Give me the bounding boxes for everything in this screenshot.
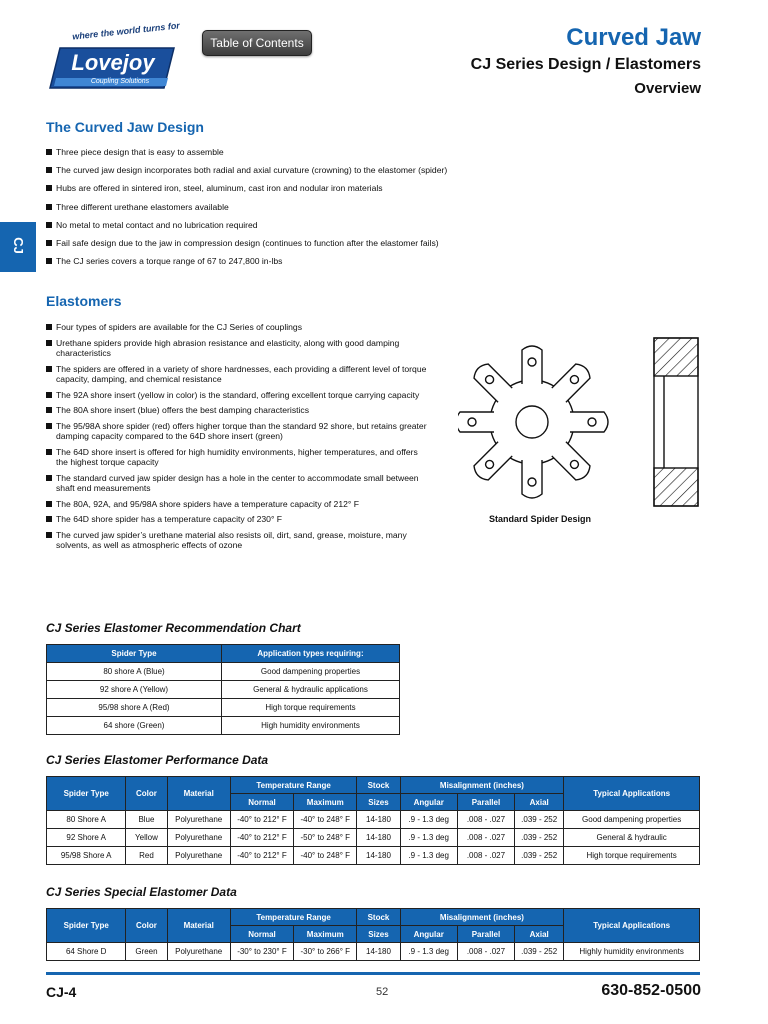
col-material: Material	[167, 777, 230, 811]
table-cell: 80 shore A (Blue)	[47, 663, 222, 681]
col-spider-type: Spider Type	[47, 645, 222, 663]
col-axial: Axial	[515, 794, 564, 811]
table-row	[47, 663, 400, 681]
spider-jaw	[570, 412, 608, 432]
col-spider-type: Spider Type	[47, 909, 126, 943]
col-applications: Typical Applications	[564, 777, 700, 811]
section-heading-design: The Curved Jaw Design	[46, 119, 204, 135]
table-cell: General & hydraulic applications	[222, 681, 400, 699]
table-cell: Red	[126, 847, 167, 865]
design-bullet-list	[46, 147, 686, 274]
list-item: The CJ series covers a torque range of 67 to 247,800 in-lbs	[46, 256, 686, 267]
table-of-contents-button[interactable]: Table of Contents	[202, 30, 312, 56]
table-cell: -30° to 230° F	[230, 943, 293, 961]
col-angular: Angular	[400, 926, 457, 943]
table-cell: -40° to 212° F	[230, 811, 293, 829]
col-normal: Normal	[230, 794, 293, 811]
performance-table	[46, 776, 700, 865]
perf-chart-heading: CJ Series Elastomer Performance Data	[46, 753, 269, 767]
list-item: The 80A, 92A, and 95/98A shore spiders have a temperature capacity of 212° F	[46, 499, 431, 510]
spider-jaw	[458, 412, 494, 432]
special-table	[46, 908, 700, 961]
page-subtitle-overview: Overview	[634, 80, 701, 97]
col-normal: Normal	[230, 926, 293, 943]
table-cell: Polyurethane	[167, 847, 230, 865]
footer-rule	[46, 972, 700, 975]
col-color: Color	[126, 777, 167, 811]
list-item: The 64D shore spider has a temperature capacity of 230° F	[46, 514, 431, 525]
page-title: Curved Jaw	[566, 24, 701, 51]
table-row	[47, 811, 700, 829]
section-heading-elastomers: Elastomers	[46, 293, 122, 309]
elastomer-bullet-list	[46, 322, 431, 556]
list-item: The 95/98A shore spider (red) offers higher torque than the standard 92 shore, but retains greater damping capacity compared to the 64D shore insert (green)	[46, 421, 431, 442]
section-side-tab[interactable]	[0, 222, 36, 272]
list-item: No metal to metal contact and no lubrication required	[46, 220, 686, 231]
col-misalignment: Misalignment (inches)	[400, 777, 564, 794]
table-cell: High torque requirements	[222, 699, 400, 717]
table-row	[47, 847, 700, 865]
table-cell: Polyurethane	[167, 811, 230, 829]
special-chart-heading: CJ Series Special Elastomer Data	[46, 885, 237, 899]
figure-caption: Standard Spider Design	[489, 514, 592, 524]
table-cell: Good dampening properties	[222, 663, 400, 681]
table-cell: General & hydraulic	[564, 829, 700, 847]
table-cell: High humidity environments	[222, 717, 400, 735]
col-axial: Axial	[515, 926, 564, 943]
list-item: The curved jaw design incorporates both radial and axial curvature (crowning) to the elastomer (spider)	[46, 165, 686, 176]
table-cell: 80 Shore A	[47, 811, 126, 829]
spider-design-drawing	[458, 334, 708, 510]
table-cell: 14-180	[357, 847, 400, 865]
list-item: The 80A shore insert (blue) offers the best damping characteristics	[46, 405, 431, 416]
table-cell: 95/98 Shore A	[47, 847, 126, 865]
table-cell: Green	[126, 943, 167, 961]
table-cell: -40° to 212° F	[230, 847, 293, 865]
table-cell: 95/98 shore A (Red)	[47, 699, 222, 717]
table-cell: .008 - .027	[457, 847, 514, 865]
table-cell: .039 - 252	[515, 811, 564, 829]
table-header-row	[47, 777, 700, 794]
table-row	[47, 943, 700, 961]
list-item: The curved jaw spider’s urethane material also resists oil, dirt, sand, grease, moisture, many solvents, as well as atmospheric effects of ozone	[46, 530, 431, 551]
table-cell: .9 - 1.3 deg	[400, 847, 457, 865]
table-cell: 64 shore (Green)	[47, 717, 222, 735]
table-cell: 64 Shore D	[47, 943, 126, 961]
table-cell: Yellow	[126, 829, 167, 847]
list-item: Four types of spiders are available for the CJ Series of couplings	[46, 322, 431, 333]
table-cell: 14-180	[357, 811, 400, 829]
table-row	[47, 681, 400, 699]
table-cell: Good dampening properties	[564, 811, 700, 829]
col-stock: Stock	[357, 777, 400, 794]
footer-page-number: 52	[376, 986, 389, 998]
table-cell: .039 - 252	[515, 943, 564, 961]
list-item: The 92A shore insert (yellow in color) is the standard, offering excellent torque carrying capacity	[46, 390, 431, 401]
col-temp-range: Temperature Range	[230, 909, 357, 926]
table-cell: High torque requirements	[564, 847, 700, 865]
table-cell: -40° to 248° F	[294, 847, 357, 865]
col-maximum: Maximum	[294, 794, 357, 811]
table-cell: Highly humidity environments	[564, 943, 700, 961]
table-cell: .008 - .027	[457, 811, 514, 829]
table-cell: .039 - 252	[515, 847, 564, 865]
list-item: The 64D shore insert is offered for high humidity environments, higher temperatures, and offers the highest torque capacity	[46, 447, 431, 468]
list-item: Three different urethane elastomers available	[46, 202, 686, 213]
rec-chart-heading: CJ Series Elastomer Recommendation Chart	[46, 621, 301, 635]
table-cell: .9 - 1.3 deg	[400, 811, 457, 829]
table-cell: 14-180	[357, 829, 400, 847]
spider-side-view	[654, 338, 698, 506]
col-temp-range: Temperature Range	[230, 777, 357, 794]
table-row	[47, 717, 400, 735]
logo-sub: Coupling Solutions	[90, 78, 150, 85]
col-angular: Angular	[400, 794, 457, 811]
page-subtitle: CJ Series Design / Elastomers	[470, 56, 701, 73]
table-cell: .9 - 1.3 deg	[400, 829, 457, 847]
table-cell: 14-180	[357, 943, 400, 961]
table-header-row	[47, 645, 400, 663]
table-cell: Polyurethane	[167, 829, 230, 847]
table-cell: -40° to 212° F	[230, 829, 293, 847]
col-stock: Stock	[357, 909, 400, 926]
table-cell: .9 - 1.3 deg	[400, 943, 457, 961]
table-cell: Blue	[126, 811, 167, 829]
col-sizes: Sizes	[357, 794, 400, 811]
table-cell: -50° to 248° F	[294, 829, 357, 847]
logo-name: Lovejoy	[71, 50, 155, 75]
col-applications: Typical Applications	[564, 909, 700, 943]
logo-tagline: where the world turns for	[71, 20, 181, 42]
col-color: Color	[126, 909, 167, 943]
table-cell: .008 - .027	[457, 943, 514, 961]
table-cell: -30° to 266° F	[294, 943, 357, 961]
col-spider-type: Spider Type	[47, 777, 126, 811]
table-cell: Polyurethane	[167, 943, 230, 961]
recommendation-table	[46, 644, 400, 735]
side-tab-label: CJ	[10, 237, 26, 254]
spider-front-view	[458, 346, 608, 498]
list-item: Hubs are offered in sintered iron, steel, aluminum, cast iron and nodular iron materials	[46, 183, 686, 194]
list-item: Three piece design that is easy to assemble	[46, 147, 686, 158]
col-parallel: Parallel	[457, 794, 514, 811]
spider-jaw	[522, 346, 542, 384]
spider-jaw	[522, 460, 542, 498]
table-header-row	[47, 909, 700, 926]
col-material: Material	[167, 909, 230, 943]
list-item: Fail safe design due to the jaw in compression design (continues to function after the elastomer fails)	[46, 238, 686, 249]
col-parallel: Parallel	[457, 926, 514, 943]
table-cell: .008 - .027	[457, 829, 514, 847]
col-maximum: Maximum	[294, 926, 357, 943]
table-cell: -40° to 248° F	[294, 811, 357, 829]
list-item: The spiders are offered in a variety of shore hardnesses, each providing a different level of torque capacity, damping, and chemical resistance	[46, 364, 431, 385]
table-cell: 92 shore A (Yellow)	[47, 681, 222, 699]
table-row	[47, 829, 700, 847]
footer-section-code: CJ-4	[46, 984, 77, 1000]
col-sizes: Sizes	[357, 926, 400, 943]
table-row	[47, 699, 400, 717]
list-item: The standard curved jaw spider design has a hole in the center to accommodate small between shaft end measurements	[46, 473, 431, 494]
list-item: Urethane spiders provide high abrasion resistance and elasticity, along with good damping characteristics	[46, 338, 431, 359]
col-misalignment: Misalignment (inches)	[400, 909, 564, 926]
table-cell: 92 Shore A	[47, 829, 126, 847]
table-cell: .039 - 252	[515, 829, 564, 847]
col-application: Application types requiring:	[222, 645, 400, 663]
footer-phone: 630-852-0500	[601, 982, 701, 999]
